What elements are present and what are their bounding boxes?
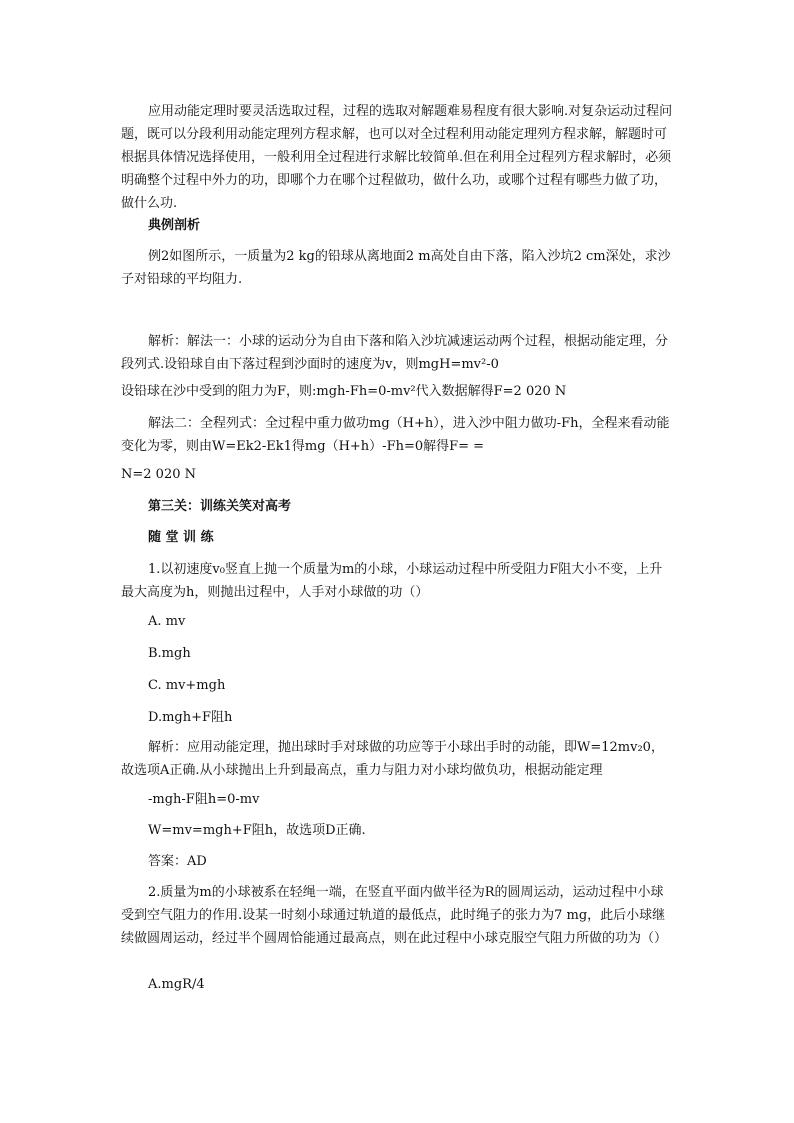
question-1: 1.以初速度v₀竖直上抛一个质量为m的小球，小球运动过程中所受阻力F阻大小不变，上升最大高度为h，则抛出过程中，人手对小球做的功（）	[121, 562, 663, 600]
analysis-method-1: 解析：解法一：小球的运动分为自由下落和陷入沙坑减速运动两个过程，根据动能定理，分段列式.设铅球自由下落过程到沙面时的速度为v，则mgH=mv²-0	[121, 334, 669, 372]
example-2-question: 例2如图所示，一质量为2 kg的铅球从离地面2 m高处自由下落，陷入沙坑2 cm深处，求沙子对铅球的平均阻力.	[121, 249, 671, 287]
question-1-option-c: C. mv+mgh	[148, 678, 226, 693]
question-1-analysis: 解析：应用动能定理，抛出球时手对球做的功应等于小球出手时的动能，即W=12mv₂0，故选项A正确.从小球抛出上升到最高点，重力与阻力对小球均做负功，根据动能定理	[121, 740, 664, 778]
question-1-option-d: D.mgh+F阻h	[148, 710, 233, 725]
question-2-option-a: A.mgR/4	[148, 977, 205, 992]
intro-paragraph: 应用动能定理时要灵活选取过程，过程的选取对解题难易程度有很大影响.对复杂运动过程问题，既可以分段利用动能定理列方程求解，也可以对全过程利用动能定理列方程求解，解题时可根据具体情况选择使用，一般利用全过程进行求解比较简单.但在利用全过程列方程求解时，必须明确整个过程中外力的功，即哪个力在哪个过程做功，做什么功，或哪个过程有哪些力做了功，做什么功.	[121, 104, 673, 211]
analysis-method-2: 解法二：全程列式：全过程中重力做功mg（H+h），进入沙中阻力做功-Fh，全程来看动能变化为零，则由W=Ek2-Ek1得mg（H+h）-Fh=0解得F= =	[121, 416, 670, 454]
question-1-answer: 答案：AD	[148, 854, 207, 869]
analysis-method-2-result: N=2 020 N	[121, 467, 196, 482]
question-1-equation-1: -mgh-F阻h=0-mv	[148, 792, 260, 807]
question-1-equation-2: W=mv=mgh+F阻h，故选项D正确.	[148, 823, 366, 838]
question-2: 2.质量为m的小球被系在轻绳一端，在竖直平面内做半径为R的圆周运动，运动过程中小球受到空气阻力的作用.设某一时刻小球通过轨道的最低点，此时绳子的张力为7 mg，此后小球继续做圆周运动，经过半个圆周恰能通过最高点，则在此过程中小球克服空气阻力所做的功为（）	[121, 885, 668, 946]
section-heading-practice: 随 堂 训 练	[148, 530, 214, 545]
section-heading-3: 第三关：训练关笑对高考	[148, 499, 292, 514]
section-heading-example: 典例剖析	[148, 218, 201, 233]
question-1-option-b: B.mgh	[148, 646, 191, 661]
analysis-method-1-continued: 设铅球在沙中受到的阻力为F，则:mgh-Fh=0-mv²代入数据解得F=2 020 N	[121, 384, 567, 399]
question-1-option-a: A. mv	[148, 614, 186, 629]
